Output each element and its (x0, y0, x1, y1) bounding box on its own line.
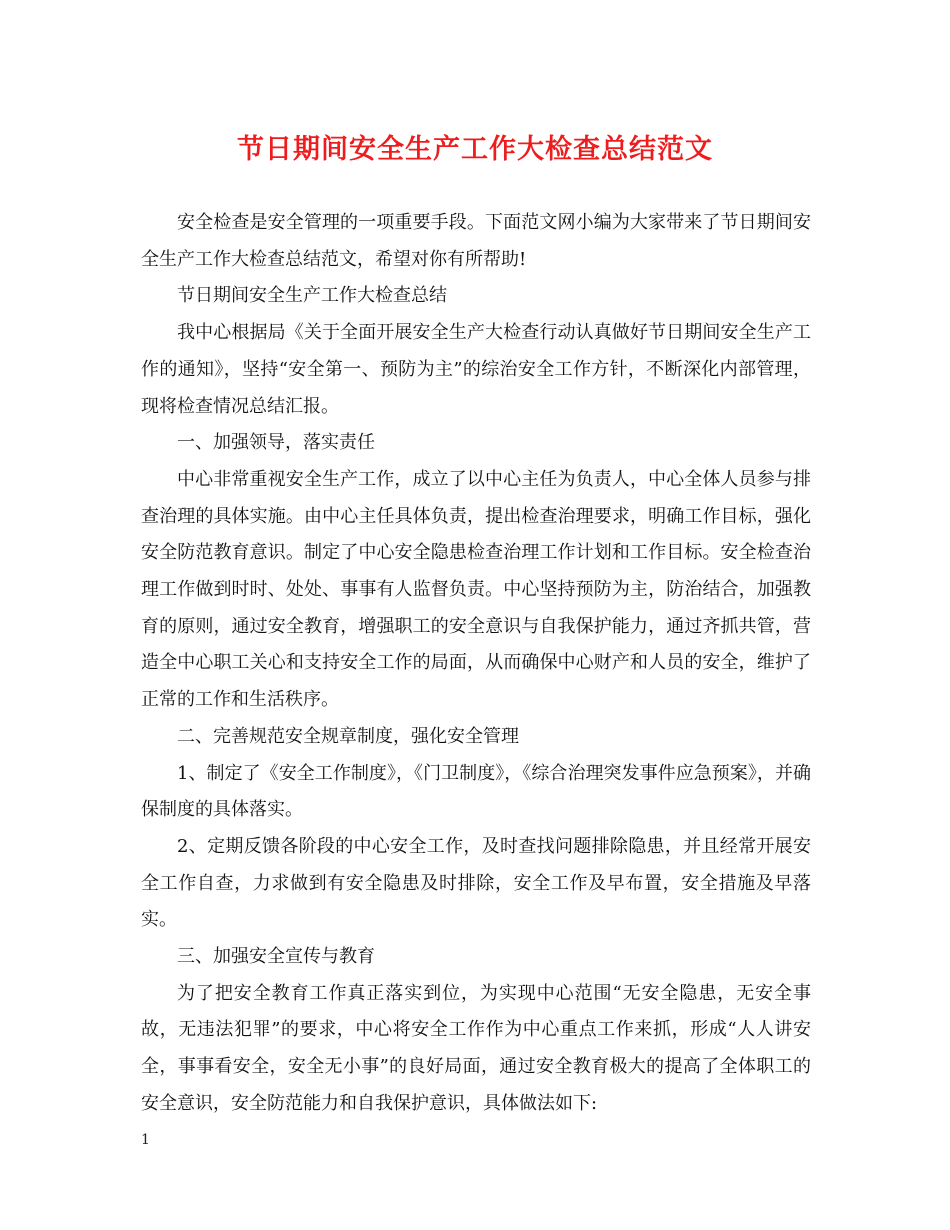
page-number: 1 (141, 1132, 150, 1148)
document-title: 节日期间安全生产工作大检查总结范文 (237, 134, 713, 165)
body-paragraph: 为了把安全教育工作真正落实到位，为实现中心范围“无安全隐患，无安全事故，无违法犯罪”的要求，中心将安全工作作为中心重点工作来抓，形成“人人讲安全，事事看安全，安全无小事”的良好局面，通过安全教育极大的提高了全体职工的安全意识，安全防范能力和自我保护意识，具体做法如下: (141, 982, 811, 1114)
body-paragraph: 中心非常重视安全生产工作，成立了以中心主任为负责人，中心全体人员参与排查治理的具体实施。由中心主任具体负责，提出检查治理要求，明确工作目标，强化安全防范教育意识。制定了中心安全隐患检查治理工作计划和工作目标。安全检查治理工作做到时时、处处、事事有人监督负责。中心坚持预防为主，防治结合，加强教育的原则，通过安全教育，增强职工的安全意识与自我保护能力，通过齐抓共管，营造全中心职工关心和支持安全工作的局面，从而确保中心财产和人员的安全，维护了正常的工作和生活秩序。 (141, 468, 811, 711)
intro-paragraph: 安全检查是安全管理的一项重要手段。下面范文网小编为大家带来了节日期间安全生产工作大检查总结范文，希望对你有所帮助! (141, 212, 811, 270)
section-heading-3: 三、加强安全宣传与教育 (177, 946, 375, 968)
section-heading-1: 一、加强领导，落实责任 (177, 432, 375, 454)
section-heading-2: 二、完善规范安全规章制度，强化安全管理 (177, 725, 519, 747)
list-item-paragraph: 2、定期反馈各阶段的中心安全工作，及时查找问题排除隐患，并且经常开展安全工作自查，力求做到有安全隐患及时排除，安全工作及早布置，安全措施及早落实。 (141, 835, 811, 931)
list-item-paragraph: 1、制定了《安全工作制度》，《门卫制度》，《综合治理突发事件应急预案》，并确保制度的具体落实。 (141, 762, 811, 821)
body-paragraph: 我中心根据局《关于全面开展安全生产大检查行动认真做好节日期间安全生产工作的通知》，坚持“安全第一、预防为主”的综治安全工作方针，不断深化内部管理，现将检查情况总结汇报。 (141, 322, 811, 417)
subtitle-paragraph: 节日期间安全生产工作大检查总结 (177, 285, 447, 307)
document-body (141, 205, 811, 1123)
